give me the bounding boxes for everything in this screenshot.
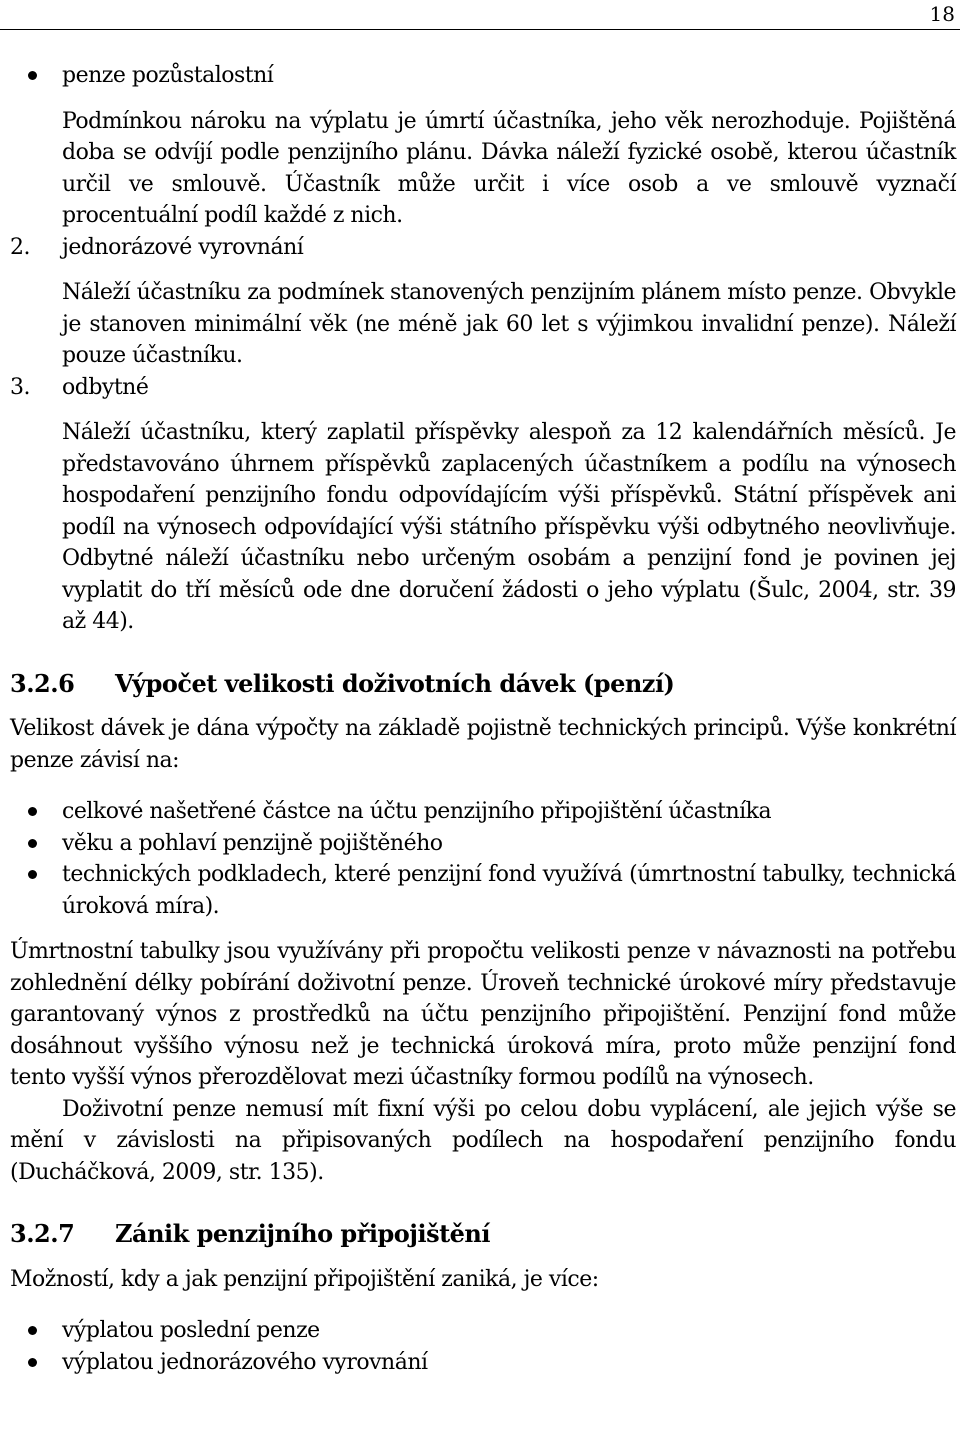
paragraph-326-body-2: Doživotní penze nemusí mít fixní výši po celou dobu vyplácení, ale jejich výše se mění v závislosti na připisovaných podílech na hospodaření penzijního fondu (Ducháčková, 2009, str. 135).: [10, 1096, 956, 1185]
paragraph-pozustalostni: Podmínkou nároku na výplatu je úmrtí účastníka, jeho věk nerozhoduje. Pojištěná doba se odvíjí podle penzijního plánu. Dávka náleží fyzické osobě, kterou účastník určil ve smlouvě. Účastník může určit i více osob a ve smlouvě vyznačí procentuální podíl každé z nich.: [62, 108, 956, 228]
bullet-list-327: [10, 1315, 956, 1378]
list-item: [10, 1347, 956, 1379]
list-item: [10, 828, 956, 860]
section-heading-326: [10, 668, 956, 700]
section-title: Zánik penzijního připojištění: [115, 1219, 490, 1248]
list-item-label: výplatou jednorázového vyrovnání: [62, 1349, 428, 1375]
list-item: [10, 796, 956, 828]
list-item-label: výplatou poslední penze: [62, 1318, 320, 1343]
list-item-label: věku a pohlaví penzijně pojištěného: [62, 830, 443, 856]
section-number: 3.2.7: [10, 1219, 75, 1248]
paragraph-jednorazove: Náleží účastníku za podmínek stanovených penzijním plánem místo penze. Obvykle je stanoven minimální věk (ne méně jak 60 let s výjimkou invalidní penze). Náleží pouze účastníku.: [62, 280, 956, 368]
list-number: 3.: [10, 374, 30, 400]
section-number: 3.2.6: [10, 668, 75, 698]
list-item-label: penze pozůstalostní: [62, 63, 274, 88]
list-item: [10, 859, 956, 922]
list-item-label: jednorázové vyrovnání: [62, 234, 304, 260]
paragraph-odbytne: Náleží účastníku, který zaplatil příspěvky alespoň za 12 kalendářních měsíců. Je představováno úhrnem příspěvků zaplacených účastníkem a podílu na výnosech hospodaření penzijního fondu odpovídajícím výši příspěvků. Státní příspěvek ani podíl na výnosech odpovídající výši státního příspěvku výši odbytného neovlivňuje. Odbytné náleží účastníku nebo určeným osobám a penzijní fond je povinen jej vyplatit do tří měsíců ode dne doručení žádosti o jeho výplatu (Šulc, 2004, str. 39 až 44).: [62, 420, 956, 634]
list-item-pozustalostni: [10, 60, 956, 92]
page-number: 18: [929, 2, 955, 26]
paragraph-327-intro: Možností, kdy a jak penzijní připojištění zaniká, je více:: [10, 1266, 599, 1292]
bullet-list-326: [10, 796, 956, 922]
section-heading-327: [10, 1218, 956, 1250]
list-item-jednorazove: [10, 232, 956, 264]
header-rule: [0, 29, 960, 30]
paragraph-326-intro: Velikost dávek je dána výpočty na základě pojistně technických principů. Výše konkrétní penze závisí na:: [10, 716, 956, 773]
section-title: Výpočet velikosti doživotních dávek (penzí): [115, 668, 675, 698]
list-item-label: technických podkladech, které penzijní fond využívá (úmrtnostní tabulky, technická úroková míra).: [62, 862, 956, 919]
list-item-label: celkové našetřené částce na účtu penzijního připojištění účastníka: [62, 799, 772, 824]
list-number: 2.: [10, 234, 30, 260]
list-item: [10, 1315, 956, 1347]
list-item-label: odbytné: [62, 374, 149, 400]
document-body: [10, 60, 956, 1378]
list-item-odbytne: [10, 372, 956, 404]
paragraph-326-body-1: Úmrtnostní tabulky jsou využívány při propočtu velikosti penze v návaznosti na potřebu zohlednění délky pobírání doživotní penze. Úroveň technické úrokové míry představuje garantovaný výnos z prostředků na účtu penzijního připojištění. Penzijní fond může dosáhnout vyššího výnosu než je technická úroková míra, proto může penzijní fond tento vyšší výnos přerozdělovat mezi účastníky formou podílů na výnosech.: [10, 939, 956, 1090]
